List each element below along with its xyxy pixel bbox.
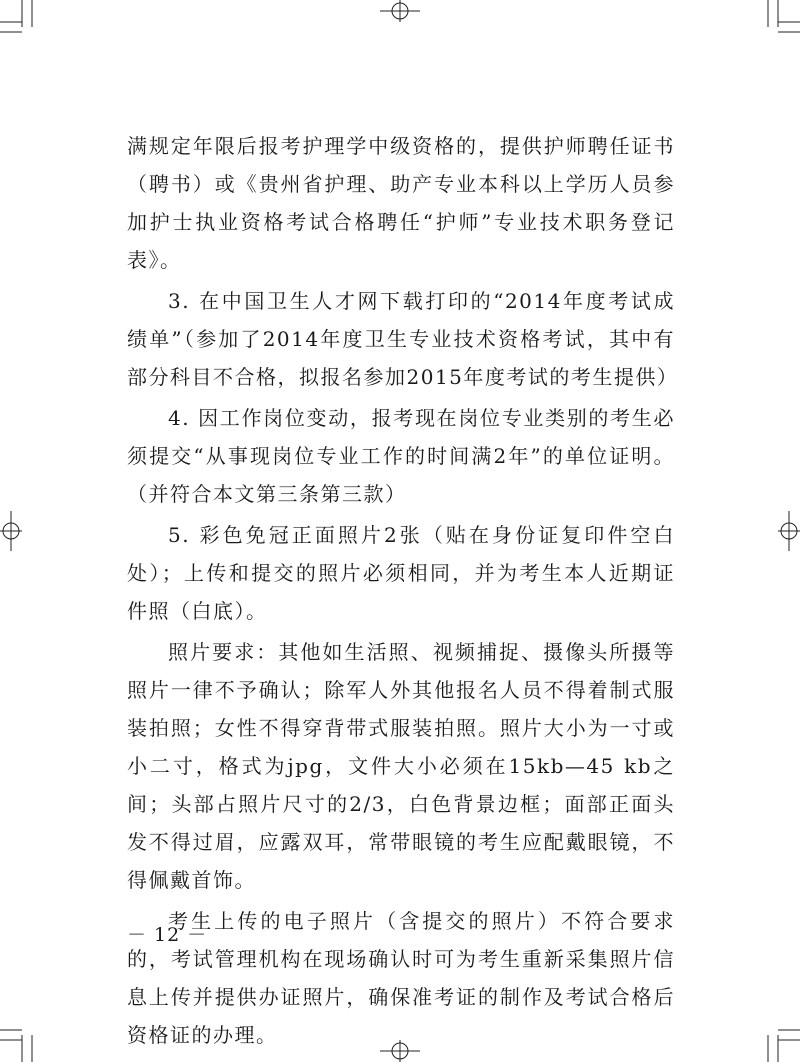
paragraph-item-5: 5. 彩色免冠正面照片2张（贴在身份证复印件空白处）；上传和提交的照片必须相同，并为考生本人近期证件照（白底）。 [127, 523, 675, 623]
paragraph-photo-noncompliance: 考生上传的电子照片（含提交的照片）不符合要求的，考试管理机构在现场确认时可为考生重新采集照片信息上传并提供办证照片，确保准考证的制作及考试合格后资格证的办理。 [127, 909, 675, 1047]
paragraph-item-3: 3. 在中国卫生人才网下载打印的“2014年度考试成绩单”（参加了2014年度卫生专业技术资格考试，其中有部分科目不合格，拟报名参加2015年度考试的考生提供） [127, 289, 679, 389]
document-body [127, 127, 679, 1054]
paragraph-item-4: 4. 因工作岗位变动，报考现在岗位专业类别的考生必须提交“从事现岗位专业工作的时间满2年”的单位证明。（并符合本文第三条第三款） [127, 406, 675, 506]
paragraph-continuation: 满规定年限后报考护理学中级资格的，提供护师聘任证书（聘书）或《贵州省护理、助产专业本科以上学历人员参加护士执业资格考试合格聘任“护师”专业技术职务登记表》。 [127, 134, 675, 272]
page-number: － 12 － [127, 924, 208, 946]
paragraph-photo-requirements: 照片要求：其他如生活照、视频捕捉、摄像头所摄等照片一律不予确认；除军人外其他报名人员不得着制式服装拍照；女性不得穿背带式服装拍照。照片大小为一寸或小二寸，格式为jpg，文件大小必须在15kb—45 kb之间；头部占照片尺寸的2/3，白色背景边框；面部正面头发不得过眉，应露双耳，常带眼镜的考生应配戴眼镜，不得佩戴首饰。 [127, 640, 675, 892]
